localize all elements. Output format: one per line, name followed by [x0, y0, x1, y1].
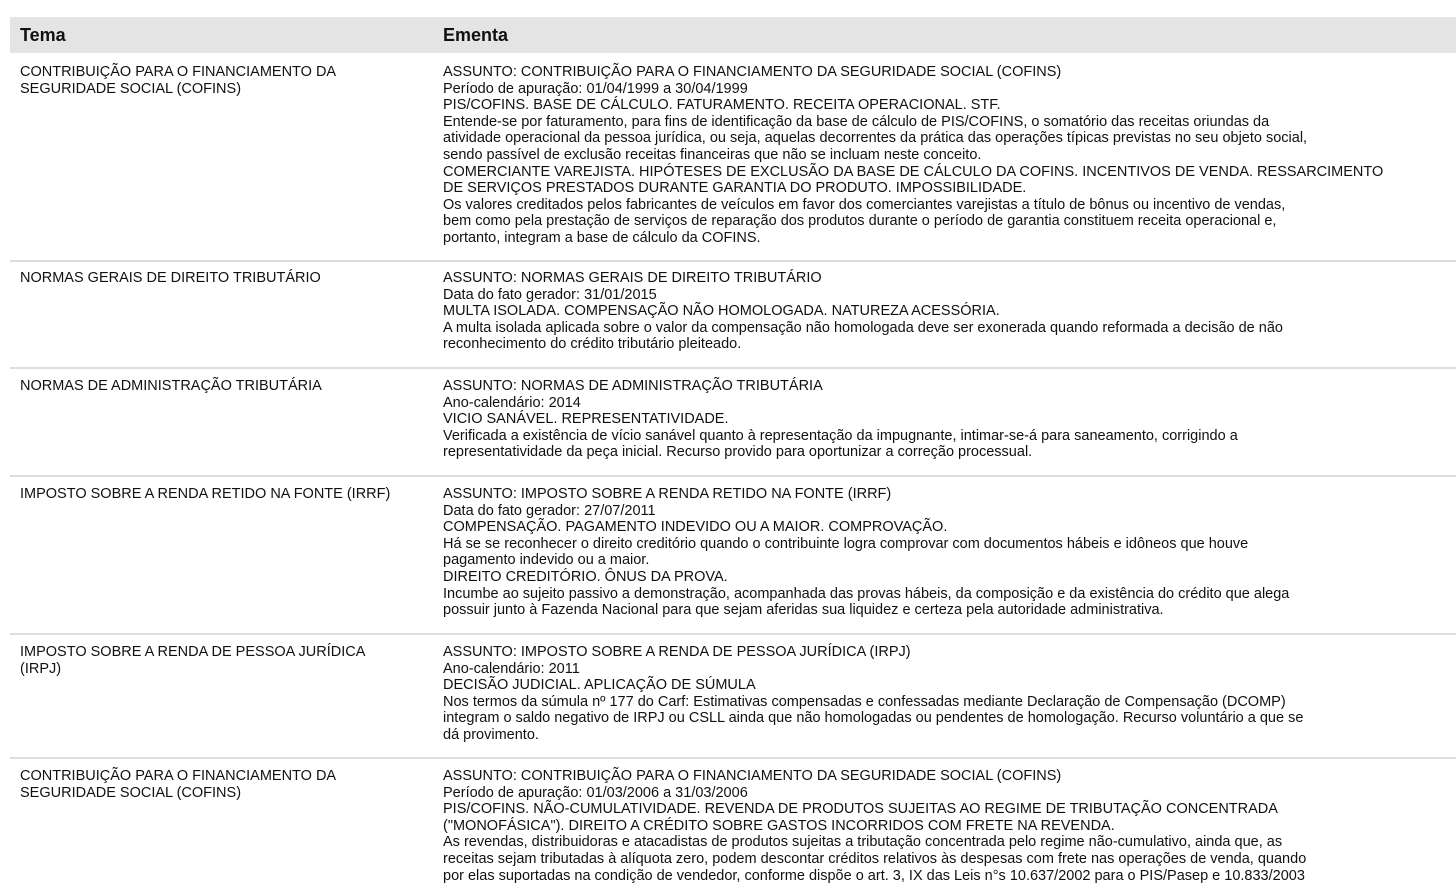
row-ementa: ASSUNTO: NORMAS DE ADMINISTRAÇÃO TRIBUTÁRIA Ano-calendário: 2014 VICIO SANÁVEL. REPRESENTATIVIDADE. Verificada a existência de vício sanável quanto à representação da impugnante, intimar-se-á para saneamento, corrigindo a representatividade da peça inicial. Recurso provido para oportunizar a correção processual.: [443, 378, 1238, 461]
table-row: [10, 369, 1456, 477]
row-ementa: ASSUNTO: IMPOSTO SOBRE A RENDA RETIDO NA FONTE (IRRF) Data do fato gerador: 27/07/2011 COMPENSAÇÃO. PAGAMENTO INDEVIDO OU A MAIOR. COMPROVAÇÃO. Há se se reconhecer o direito creditório quando o contribuinte logra comprovar com documentos hábeis e idôneos que houve pagamento indevido ou a maior. DIREITO CREDITÓRIO. ÔNUS DA PROVA. Incumbe ao sujeito passivo a demonstração, acompanhada das provas hábeis, da composição e da existência do crédito que alega possuir junto à Fazenda Nacional para que sejam aferidas sua liquidez e certeza pela autoridade administrativa.: [443, 486, 1290, 619]
row-tema: CONTRIBUIÇÃO PARA O FINANCIAMENTO DA SEGURIDADE SOCIAL (COFINS): [20, 64, 337, 97]
row-tema: CONTRIBUIÇÃO PARA O FINANCIAMENTO DA SEGURIDADE SOCIAL (COFINS): [20, 768, 337, 801]
row-ementa: ASSUNTO: IMPOSTO SOBRE A RENDA DE PESSOA JURÍDICA (IRPJ) Ano-calendário: 2011 DECISÃO JUDICIAL. APLICAÇÃO DE SÚMULA Nos termos da súmula nº 177 do Carf: Estimativas compensadas e confessadas mediante Declaração de Compensação (DCOMP) integram o saldo negativo de IRPJ ou CSLL ainda que não homologadas ou pendentes de homologação. Recurso voluntário a que se dá provimento.: [443, 644, 1304, 743]
row-tema: IMPOSTO SOBRE A RENDA RETIDO NA FONTE (IRRF): [20, 486, 391, 502]
table-row: [10, 262, 1456, 369]
table-header: [10, 17, 1456, 53]
table-row: [10, 635, 1456, 759]
table-row: [10, 759, 1456, 887]
row-tema: IMPOSTO SOBRE A RENDA DE PESSOA JURÍDICA (IRPJ): [20, 644, 366, 677]
row-ementa: ASSUNTO: CONTRIBUIÇÃO PARA O FINANCIAMENTO DA SEGURIDADE SOCIAL (COFINS) Período de apuração: 01/04/1999 a 30/04/1999 PIS/COFINS. BASE DE CÁLCULO. FATURAMENTO. RECEITA OPERACIONAL. STF. Entende-se por faturamento, para fins de identificação da base de cálculo de PIS/COFINS, o somatório das receitas oriundas da atividade operacional da pessoa jurídica, ou seja, aquelas decorrentes da prática das operações típicas previstas no seu objeto social, sendo passível de exclusão receitas financeiras que não se incluam neste conceito. COMERCIANTE VAREJISTA. HIPÓTESES DE EXCLUSÃO DA BASE DE CÁLCULO DA COFINS. INCENTIVOS DE VENDA. RESSARCIMENTO DE SERVIÇOS PRESTADOS DURANTE GARANTIA DO PRODUTO. IMPOSSIBILIDADE. Os valores creditados pelos fabricantes de veículos em favor dos comerciantes varejistas a título de bônus ou incentivo de vendas, bem como pela prestação de serviços de reparação dos produtos durante o período de garantia constituem receita operacional e, portanto, integram a base de cálculo da COFINS.: [443, 64, 1384, 246]
header-tema: Tema: [20, 25, 66, 45]
row-tema: NORMAS GERAIS DE DIREITO TRIBUTÁRIO: [20, 270, 321, 286]
header-ementa: Ementa: [443, 25, 509, 45]
table-row: [10, 53, 1456, 262]
row-ementa: ASSUNTO: CONTRIBUIÇÃO PARA O FINANCIAMENTO DA SEGURIDADE SOCIAL (COFINS) Período de apuração: 01/03/2006 a 31/03/2006 PIS/COFINS. NÃO-CUMULATIVIDADE. REVENDA DE PRODUTOS SUJEITAS AO REGIME DE TRIBUTAÇÃO CONCENTRADA ("MONOFÁSICA"). DIREITO A CRÉDITO SOBRE GASTOS INCORRIDOS COM FRETE NA REVENDA. As revendas, distribuidoras e atacadistas de produtos sujeitas a tributação concentrada pelo regime não-cumulativo, ainda que, as receitas sejam tributadas à alíquota zero, podem descontar créditos relativos às despesas com frete nas operações de venda, quando por elas suportadas na condição de vendedor, conforme dispõe o art. 3, IX das Leis n°s 10.637/2002 para o PIS/Pasep e 10.833/2003: [443, 768, 1307, 884]
table-row: [10, 477, 1456, 635]
row-tema: NORMAS DE ADMINISTRAÇÃO TRIBUTÁRIA: [20, 378, 322, 394]
row-ementa: ASSUNTO: NORMAS GERAIS DE DIREITO TRIBUTÁRIO Data do fato gerador: 31/01/2015 MULTA ISOLADA. COMPENSAÇÃO NÃO HOMOLOGADA. NATUREZA ACESSÓRIA. A multa isolada aplicada sobre o valor da compensação não homologada deve ser exonerada quando reformada a decisão de não reconhecimento do crédito tributário pleiteado.: [443, 270, 1283, 353]
